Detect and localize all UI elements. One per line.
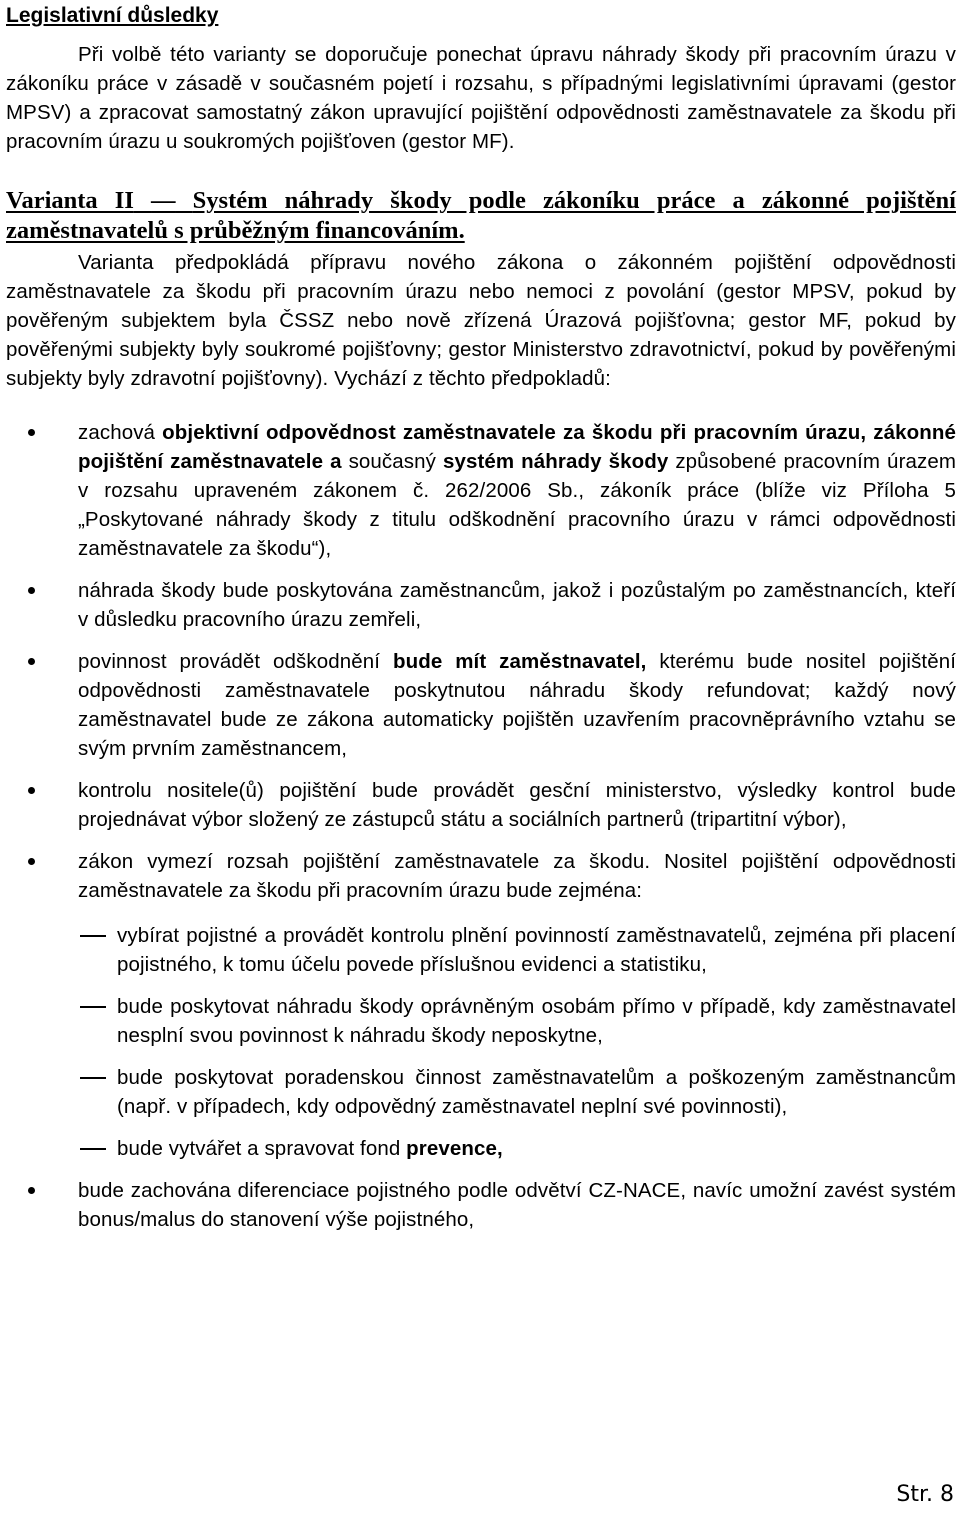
variant-label: Varianta II <box>6 187 134 214</box>
bullet-icon <box>28 429 35 436</box>
bullet-icon <box>28 1187 35 1194</box>
dash-item <box>6 1134 956 1163</box>
dash-text: bude poskytovat náhradu škody oprávněným osobám přímo v případě, kdy zaměstnavatel nesplní svou povinnost k náhradu škody neposkytne, <box>117 995 956 1047</box>
dash-text: bude poskytovat poradenskou činnost zaměstnavatelům a poškozeným zaměstnancům (např. v případech, kdy odpovědný zaměstnavatel neplní své povinnosti), <box>117 1066 956 1118</box>
bullet-text: kterému bude nositel pojištění odpovědnosti zaměstnavatele poskytnutou náhradu škody refundovat; každý nový zaměstnavatel bude ze zákona automaticky pojištěn uzavřením pracovněprávního vztahu se svým prvním zaměstnancem, <box>78 650 957 760</box>
section-title: Legislativní důsledky <box>6 4 219 27</box>
paragraph-variant-1-recommendation: Při volbě této varianty se doporučuje ponechat úpravu náhrady škody při pracovním úrazu v zákoníku práce v zásadě v současném pojetí i rozsahu, s případnými legislativními úpravami (gestor MPSV) a zpracovat samostatný zákon upravující pojištění odpovědnosti zaměstnavatele za škodu při pracovním úrazu u soukromých pojišťoven (gestor MF). <box>6 43 956 153</box>
list-item <box>6 576 956 634</box>
variant-dash-icon: — <box>151 187 176 214</box>
bullet-bold-text: systém náhrady škody <box>442 450 669 473</box>
bullet-text: způsobené pracovním úrazem v rozsahu upraveném zákonem č. 262/2006 Sb., zákoník práce (blíže viz Příloha 5 „Poskytované náhrady škody z titulu odškodnění pracovního úrazu v rámci odpovědnosti zaměstnavatele za škodu“), <box>78 450 957 560</box>
assumptions-list-continued <box>6 1176 956 1234</box>
bullet-text: bude zachována diferenciace pojistného podle odvětví CZ-NACE, navíc umožní zavést systém bonus/malus do stanovení výše pojistného, <box>78 1179 956 1231</box>
list-item <box>6 847 956 905</box>
bullet-icon <box>28 858 35 865</box>
bullet-text: zachová <box>78 421 163 444</box>
dash-icon <box>80 1006 106 1008</box>
bullet-text: náhrada škody bude poskytována zaměstnancům, jakož i pozůstalým po zaměstnancích, kteří v důsledku pracovního úrazu zemřeli, <box>78 579 956 631</box>
dash-item <box>6 1063 956 1121</box>
bullet-text: současný <box>341 450 443 473</box>
bullet-text: zákon vymezí rozsah pojištění zaměstnavatele za škodu. Nositel pojištění odpovědnosti zaměstnavatele za škodu při pracovním úrazu bude zejména: <box>78 850 956 902</box>
list-item <box>6 647 956 763</box>
bullet-bold-text: bude mít zaměstnavatel, <box>392 650 647 673</box>
bullet-icon <box>28 787 35 794</box>
dash-item <box>6 921 956 979</box>
bullet-text: povinnost provádět odškodnění <box>78 650 393 673</box>
list-item <box>6 776 956 834</box>
assumptions-list <box>6 418 956 905</box>
bullet-text: kontrolu nositele(ů) pojištění bude provádět gesční ministerstvo, výsledky kontrol bude projednávat výbor složený ze zástupců státu a sociálních partnerů (tripartitní výbor), <box>78 779 956 831</box>
list-item <box>6 1176 956 1234</box>
insurer-duties-list <box>6 921 956 1163</box>
page-number: Str. 8 <box>896 1482 954 1507</box>
dash-icon <box>80 1077 106 1079</box>
list-item <box>6 418 956 563</box>
dash-item <box>6 992 956 1050</box>
dash-icon <box>80 1148 106 1150</box>
paragraph-variant-2-description: Varianta předpokládá přípravu nového zákona o zákonném pojištění odpovědnosti zaměstnavatele za škodu při pracovním úrazu nebo nemoci z povolání (gestor MPSV, pokud by pověřeným subjektem byla ČSSZ nebo nově zřízená Úrazová pojišťovna; gestor MF, pokud by pověřenými subjekty byly soukromé pojišťovny; gestor Ministerstvo zdravotnictví, pokud by pověřenými subjekty byly zdravotní pojišťovny). Vychází z těchto předpokladů: <box>6 251 956 390</box>
dash-icon <box>80 935 106 937</box>
document-page <box>6 0 956 1234</box>
variant-heading <box>6 186 956 246</box>
dash-text: vybírat pojistné a provádět kontrolu plnění povinností zaměstnavatelů, zejména při placení pojistného, k tomu účelu povede příslušnou evidenci a statistiku, <box>117 924 956 976</box>
bullet-icon <box>28 658 35 665</box>
dash-bold-text: prevence, <box>406 1137 503 1160</box>
variant-heading-text: Systém náhrady škody podle zákoníku práce a zákonné pojištění zaměstnavatelů s průběžným financováním. <box>6 187 956 244</box>
dash-text: bude vytvářet a spravovat fond <box>117 1137 407 1160</box>
bullet-bold-text: objektivní odpovědnost zaměstnavatele za škodu při pracovním úrazu, zákonné pojištění zaměstnavatele a <box>78 421 956 473</box>
bullet-icon <box>28 587 35 594</box>
